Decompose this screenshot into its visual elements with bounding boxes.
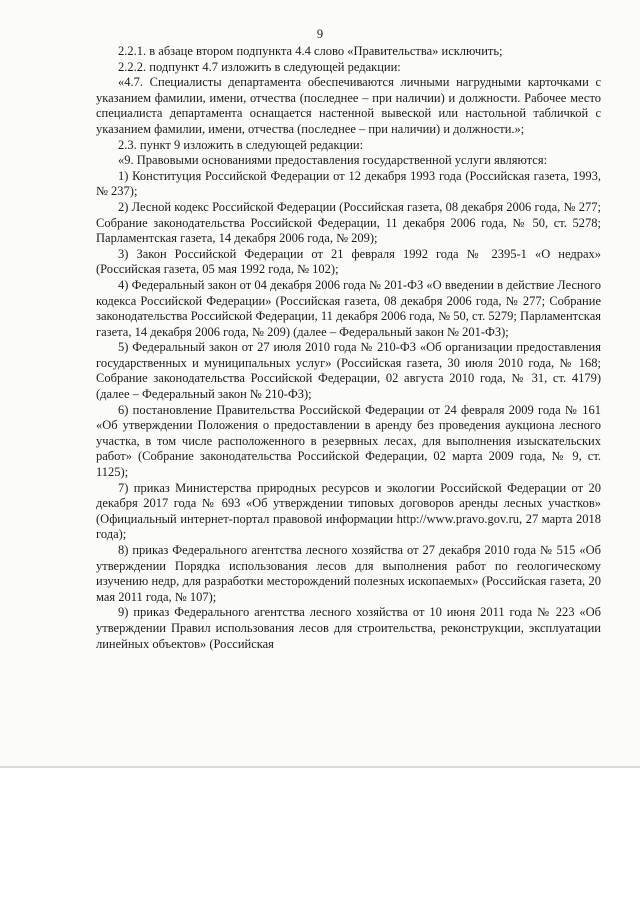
list-item: 6) постановление Правительства Российской Федерации от 24 февраля 2009 года № 161 «Об утверждении Положения о предоставлении в аренду без проведения аукциона лесного участка, в том числе расположенного в резервных лесах, для выполнения изыскательских работ» (Собрание законодательства Российской Федерации, 02 марта 2009 года, № 9, ст. 1125); [96,402,601,480]
list-item: 8) приказ Федерального агентства лесного хозяйства от 27 декабря 2010 года № 515 «Об утверждении Порядка использования лесов для выполнения работ по геологическому изучению недр, для разработки месторождений полезных ископаемых» (Российская газета, 20 мая 2011 года, № 107); [96,543,601,604]
list-item: 5) Федеральный закон от 27 июля 2010 года № 210-ФЗ «Об организации предоставления государственных и муниципальных услуг» (Российская газета, 30 июля 2010 года, № 168; Собрание законодательства Российской Федерации, 02 августа 2010 года, № 31, ст. 4179) (далее – Федеральный закон № 210-ФЗ); [96,340,601,402]
paragraph: «9. Правовыми основаниями предоставления государственной услуги являются: [118,153,548,168]
paragraph: «4.7. Специалисты департамента обеспечиваются личными нагрудными карточками с указанием фамилии, имени, отчества (последнее – при наличии) и должности. Рабочее место специалиста департамента оснащается настенной вывеской или настольной табличкой с указанием фамилии, имени, отчества (последнее – при наличии) и должности.»; [96,75,601,136]
paragraph: 2.2.2. подпункт 4.7 изложить в следующей редакции: [118,59,401,74]
list-item: 4) Федеральный закон от 04 декабря 2006 года № 201-ФЗ «О введении в действие Лесного кодекса Российской Федерации» (Российская газета, 08 декабря 2006 года, № 277; Собрание законодательства Российской Федерации, 11 декабря 2006 года, № 50, ст. 5279; Парламентская газета, 14 декабря 2006 года, № 209) (далее – Федеральный закон № 201-ФЗ); [96,277,601,339]
paragraph: 2.3. пункт 9 изложить в следующей редакции: [118,137,364,152]
list-item: 7) приказ Министерства природных ресурсов и экологии Российской Федерации от 20 декабря 2017 года № 693 «Об утверждении типовых договоров аренды лесных участков» (Официальный интернет-портал правовой информации http://www.pravo.gov.ru, 27 марта 2018 года); [96,480,601,542]
paragraph: 2.2.1. в абзаце втором подпункта 4.4 слово «Правительства» исключить; [118,44,503,58]
list-item: 1) Конституция Российской Федерации от 12 декабря 1993 года (Российская газета, 1993, № 237); [96,168,601,199]
blank-margin [0,768,640,905]
page-number: 9 [316,27,324,41]
document-body [96,44,601,652]
list-item: 3) Закон Российской Федерации от 21 февраля 1992 года № 2395-1 «О недрах» (Российская газета, 05 мая 1992 года, № 102); [96,246,601,277]
list-item: 2) Лесной кодекс Российской Федерации (Российская газета, 08 декабря 2006 года, № 277; Собрание законодательства Российской Федерации, 11 декабря 2006 года, № 50, ст. 5278; Парламентская газета, 14 декабря 2006 года, № 209); [96,199,601,246]
list-item: 9) приказ Федерального агентства лесного хозяйства от 10 июня 2011 года № 223 «Об утверждении Правил использования лесов для строительства, реконструкции, эксплуатации линейных объектов» (Российская [96,605,601,651]
